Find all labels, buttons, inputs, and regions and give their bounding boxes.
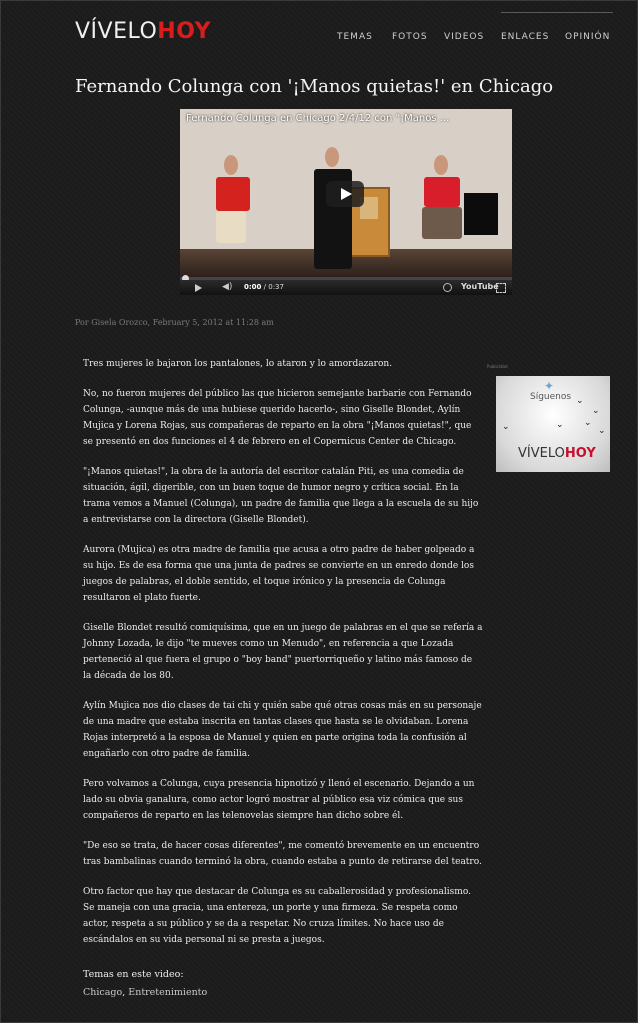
topics-section <box>83 966 207 1002</box>
article-paragraph: Aurora (Mujica) es otra madre de familia que acusa a otro padre de haber golpeado a su hijo. Es de esa forma que una junta de padres se convierte en un enredo donde los juegos de palabras, el doble sentido, el toque irónico y la presencia de Colunga resultaron el plato fuerte. <box>83 545 475 603</box>
article-title: Fernando Colunga con '¡Manos quietas!' en Chicago <box>75 76 554 97</box>
logo-text-hoy: HOY <box>157 19 212 44</box>
article-paragraph: Pero volvamos a Colunga, cuya presencia hipnotizó y llenó el escenario. Dejando a un lado su obvia ganalura, como actor logró mostrar al público esa viz cómica que sus compañeros de reparto en las telenovelas siempre han dicho sobre él. <box>83 779 475 821</box>
nav-item-opinion[interactable]: OPINIÓN <box>565 32 611 42</box>
video-time-current: 0:00 <box>244 283 262 291</box>
bird-silhouette-icon: ⌄ <box>556 420 564 430</box>
header-divider <box>501 12 613 13</box>
ad-logo-hoy: HOY <box>564 446 596 461</box>
site-logo[interactable] <box>75 19 211 45</box>
actress-left-skirt <box>216 211 246 243</box>
video-time <box>244 283 284 291</box>
video-player[interactable] <box>180 109 512 295</box>
logo-text-vivelo: VÍVELO <box>75 19 158 44</box>
actress-left-head <box>224 155 238 175</box>
topics-label: Temas en este video: <box>83 969 184 980</box>
nav-item-fotos[interactable]: FOTOS <box>392 32 428 42</box>
stage-blackboard <box>464 193 498 235</box>
article-paragraph: Tres mujeres le bajaron los pantalones, lo ataron y lo amordazaron. <box>83 359 393 369</box>
video-title[interactable]: Fernando Colunga en Chicago 2/4/12 con "¡Manos ... <box>186 113 450 124</box>
ad-follow-text: Síguenos <box>530 392 572 402</box>
bird-silhouette-icon: ⌄ <box>576 396 584 406</box>
volume-icon[interactable]: ◀) <box>222 282 233 292</box>
actress-right-head <box>434 155 448 175</box>
bird-silhouette-icon: ⌄ <box>502 422 510 432</box>
nav-item-temas[interactable]: TEMAS <box>337 32 373 42</box>
topic-link-entretenimiento[interactable]: Entretenimiento <box>128 987 208 998</box>
actress-right <box>424 177 460 207</box>
article-paragraph: Giselle Blondet resultó comiquísima, que en un juego de palabras en el que se refería a Johnny Lozada, le dijo "te mueves como un Menudo", en referencia a que Lozada perteneció al que fuera el grupo o "boy band" puertorriqueño y latino más famoso de la década de los 80. <box>83 623 483 681</box>
twitter-bird-icon: ✦ <box>544 379 555 393</box>
play-icon[interactable] <box>195 284 202 292</box>
article-paragraph: "¡Manos quietas!", la obra de la autoría del escritor catalán Piti, es una comedia de situación, ágil, digerible, con un buen toque de humor negro y crítica social. En la trama vemos a Manuel (Colunga), un padre de familia que llega a la escuela de su hijo a entrevistarse con la directora (Giselle Blondet). <box>83 467 479 525</box>
article-paragraph: Aylín Mujica nos dio clases de tai chi y quién sabe qué otras cosas más en su personaje de una madre que estaba inscrita en tantas clases que hasta se le olvidaban. Lorena Rojas interpretó a la esposa de Manuel y quien en parte origina toda la confusión al engañarlo con otro padre de familia. <box>83 701 482 759</box>
ad-logo-vivelo: VÍVELO <box>518 446 565 461</box>
actress-left <box>216 177 250 211</box>
topic-link-chicago[interactable]: Chicago <box>83 987 123 998</box>
topics-links: Chicago, Entretenimiento <box>83 987 208 998</box>
ad-logo <box>518 446 596 462</box>
nav-item-enlaces[interactable]: ENLACES <box>501 32 550 42</box>
article-paragraph: Otro factor que hay que destacar de Colunga es su caballerosidad y profesionalismo. Se maneja con una gracia, una entereza, un porte y una firmeza. Se respeta como actor, respeta a su público y se da a respetar. No cruza límites. No hace uso de escándalos en su vida personal ni se presta a juegos. <box>83 887 471 945</box>
bird-silhouette-icon: ⌄ <box>592 406 600 416</box>
play-button[interactable] <box>326 181 364 207</box>
article-paragraph: No, no fueron mujeres del público las que hicieron semejante barbarie con Fernando Colunga, -aunque más de una hubiese querido hacerlo-, sino Giselle Blondet, Aylín Mujica y Lorena Rojas, sus compañeras de reparto en la obra "¡Manos quietas!", que se presentó en dos funciones el 4 de febrero en el Copernicus Center de Chicago. <box>83 389 472 447</box>
actress-right-skirt <box>422 207 462 239</box>
article-paragraph: "De eso se trata, de hacer cosas diferentes", me comentó brevemente en un encuentro tras bambalinas cuando terminó la obra, cuando estaba a punto de retirarse del teatro. <box>83 841 482 867</box>
actor-center-head <box>325 147 339 167</box>
watch-later-icon[interactable] <box>443 283 452 292</box>
article-byline: Por Gisela Orozco, February 5, 2012 at 11:28 am <box>75 318 274 327</box>
youtube-logo[interactable]: YouTube <box>461 282 499 291</box>
bird-silhouette-icon: ⌄ <box>598 426 606 436</box>
video-controls <box>180 280 512 295</box>
sidebar-ad-banner[interactable] <box>496 376 610 472</box>
article-body <box>83 356 483 962</box>
bird-silhouette-icon: ⌄ <box>584 418 592 428</box>
video-time-total: / 0:37 <box>263 283 284 291</box>
ad-label: Publicidad <box>487 364 508 369</box>
nav-item-videos[interactable]: VIDEOS <box>444 32 485 42</box>
fullscreen-icon[interactable] <box>496 283 506 293</box>
